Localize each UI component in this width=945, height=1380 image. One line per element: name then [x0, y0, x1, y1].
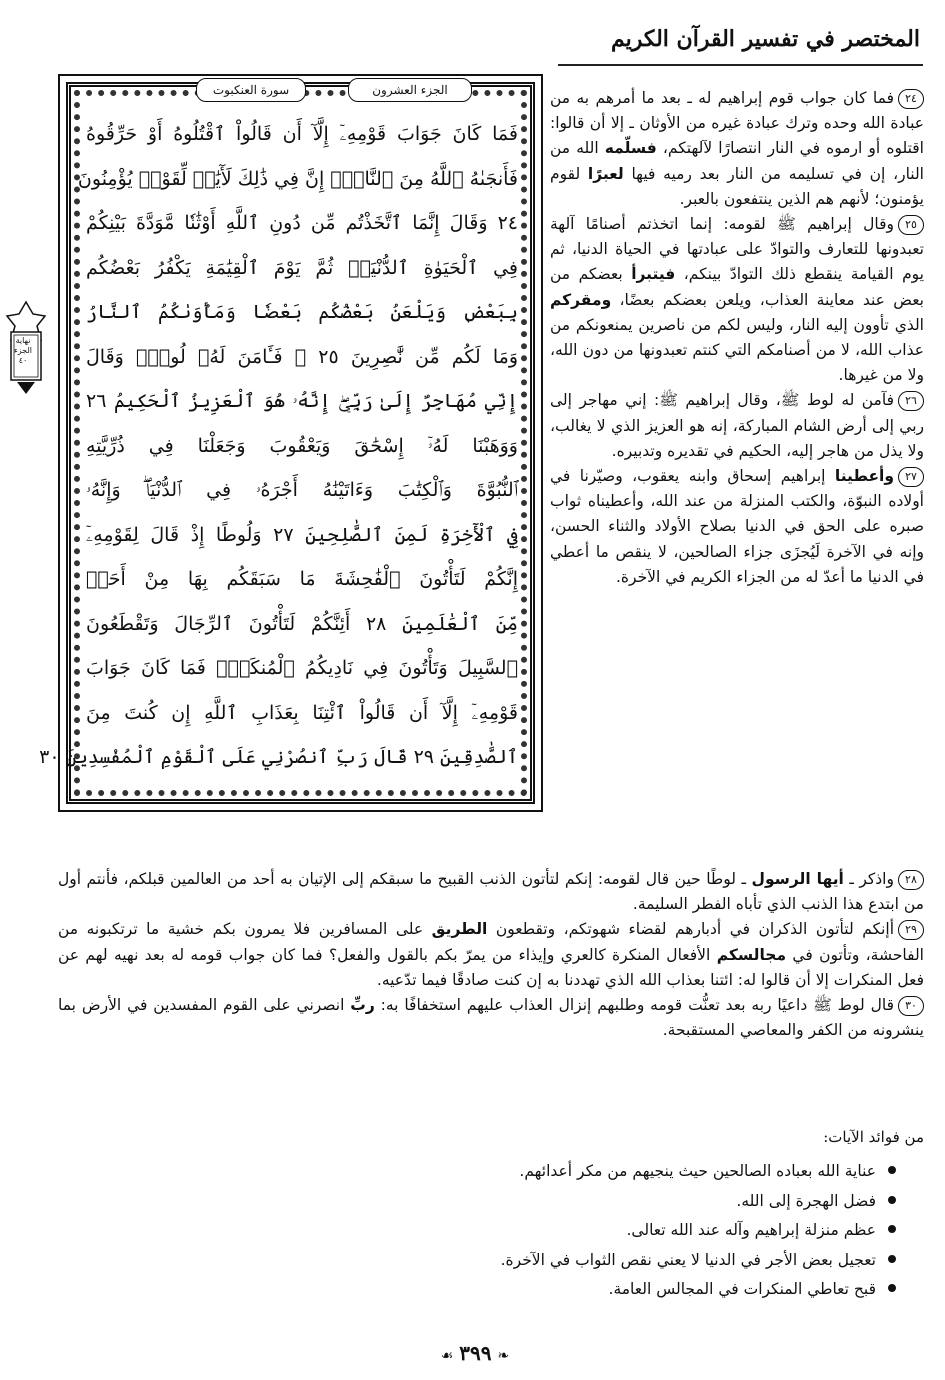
tafsir-text: وقال إبراهيم ﷺ لقومه: إنما اتخذتم أصنامًا آلهة تعبدونها للتعارف والتوادّ على عبادتها في الحياة الدنيا، ثم يوم القيامة ينقطع ذلك التوادّ بينكم،: [550, 215, 924, 284]
benefit-item: [380, 1187, 900, 1217]
quran-line: مِّنَ ٱلْعَٰلَمِينَ ٢٨ أَئِنَّكُمْ لَتَأْتُونَ ٱلرِّجَالَ وَتَقْطَعُونَ: [86, 612, 518, 635]
tafsir-text: على المسافرين فلا يمرون بكم خشية ما ترتكبونه من الفاحشة، وتأتون في: [58, 920, 924, 964]
juz-label: الجزء العشرون: [348, 78, 472, 102]
quran-line: إِنَّكُمْ لَتَأْتُونَ ٱلْفَٰحِشَةَ مَا سَبَقَكُم بِهَا مِنْ أَحَدٖ: [86, 568, 518, 590]
tafsir-paragraph: [58, 993, 924, 1043]
ornament-icon: ☙: [440, 1348, 454, 1364]
verse-number-badge: ٢٦: [898, 391, 924, 411]
quran-line: ٱلسَّبِيلَ وَتَأْتُونَ فِي نَادِيكُمُ ٱلْمُنكَرَۖ فَمَا كَانَ جَوَابَ: [86, 657, 518, 679]
verse-number-badge: ٢٤: [898, 89, 924, 109]
tafsir-text: الله من النار، إن في تسليمه من النار بعد رميه فيها: [550, 139, 924, 183]
surah-label: سورة العنكبوت: [196, 78, 306, 102]
tafsir-text: قال لوط ﷺ داعيًا ربه بعد تعنُّت قومه وطلبهم إنزال العذاب عليهم استخفافًا به:: [374, 996, 894, 1015]
tafsir-keyword: ومقركم: [550, 290, 612, 309]
benefit-item: [380, 1275, 900, 1305]
verse-number-badge: ٢٨: [898, 870, 924, 890]
quran-line: فَمَا كَانَ جَوَابَ قَوْمِهِۦٓ إِلَّآ أَن قَالُواْ ٱقْتُلُوهُ أَوْ حَرِّقُوهُ: [86, 123, 518, 145]
benefits-list: [380, 1157, 900, 1305]
benefit-text: تعجيل بعض الأجر في الدنيا لا يعني نقص الثواب في الآخرة.: [500, 1250, 876, 1269]
tafsir-text: بعضكم من بعض عند معاينة العذاب، ويلعن بعضكم بعضًا،: [550, 265, 924, 309]
tafsir-paragraph: [550, 388, 924, 464]
tafsir-text: الأفعال المنكرة كالعري وإيذاء من يمرّ بكم بالقول والفعل؟ فما كان جواب قومه له بعد نهيه لهم عن فعل المنكرات إلا أن قالوا له: ائتنا بعذاب الله الذي تهددنا به إن كنت صادقًا فيما تدّعيه.: [58, 945, 924, 989]
tafsir-text: فآمن له لوط ﷺ، وقال إبراهيم ﷺ: إني مهاجر إلى ربي إلى أرض الشام المباركة، إنه هو العزيز الذي لا يغالب، ولا يذل من هاجر إليه، الحكيم في تقديره وتدبيره.: [550, 391, 924, 460]
tafsir-text: لقوم يؤمنون؛ لأنهم هم الذين ينتفعون بالعبر.: [550, 164, 924, 208]
benefits-title: من فوائد الآيات:: [823, 1128, 924, 1146]
quran-line: إِنِّي مُهَاجِرٌ إِلَىٰ رَبِّيٓۖ إِنَّهُۥ هُوَ ٱلْعَزِيزُ ٱلْحَكِيمُ ٢٦: [86, 390, 518, 412]
tafsir-paragraph: [550, 212, 924, 388]
tafsir-keyword: مجالسكم: [716, 945, 787, 964]
verse-number-badge: ٢٥: [898, 215, 924, 235]
tafsir-keyword: أيها الرسول: [751, 870, 844, 888]
tafsir-text: انصرني على القوم المفسدين في الأرض بما ينشرونه من الكفر والمعاصي المستقبحة.: [58, 996, 924, 1040]
book-title: المختصر في تفسير القرآن الكريم: [611, 26, 920, 52]
quran-line: قَوْمِهِۦٓ إِلَّآ أَن قَالُواْ ٱئْتِنَا بِعَذَابِ ٱللَّهِ إِن كُنتَ مِنَ: [86, 701, 518, 724]
page-number: [400, 1338, 550, 1368]
quran-line: وَوَهَبْنَا لَهُۥٓ إِسْحَٰقَ وَيَعْقُوبَ وَجَعَلْنَا فِي ذُرِّيَّتِهِ: [86, 434, 518, 457]
bullet-icon: [888, 1284, 896, 1292]
bullet-icon: [888, 1166, 896, 1174]
bullet-icon: [888, 1255, 896, 1263]
tafsir-text: الذي تأوون إليه النار، وليس لكم من ناصرين يمنعونكم من عذاب الله، لا من أصنامكم التي كنتم تعبدونها من دون الله، ولا من غيرها.: [550, 315, 924, 385]
quran-line: ٱلنُّبُوَّةَ وَٱلْكِتَٰبَ وَءَاتَيْنَٰهُ أَجْرَهُۥ فِي ٱلدُّنْيَاۖ وَإِنَّهُۥ: [86, 479, 518, 501]
tafsir-text: إبراهيم إسحاق وابنه يعقوب، وصيّرنا في أولاده النبوّة، والكتب المنزلة من عند الله، وأعطيناه ثواب صبره على الحق في الدنيا بصلاح الأولاد والثناء الحسن، وإنه في الآخرة لَيُجزَى جزاء الصالحين، لا ينقص ما أعطي في الدنيا ما أعدّ له من الجزاء الكريم في الآخرة.: [550, 467, 924, 586]
benefit-text: فضل الهجرة إلى الله.: [736, 1191, 876, 1210]
benefit-item: [380, 1157, 900, 1187]
quran-line: فِي ٱلْحَيَوٰةِ ٱلدُّنْيَاۖ ثُمَّ يَوْمَ ٱلْقِيَٰمَةِ يَكْفُرُ بَعْضُكُم: [86, 256, 518, 279]
tafsir-paragraph: [550, 86, 924, 212]
hizb-label: نهاية الجزء ٤٠: [14, 336, 32, 365]
tafsir-text: واذكر ـ: [843, 870, 894, 888]
quran-line: فِي ٱلْأٓخِرَةِ لَمِنَ ٱلصَّٰلِحِينَ ٢٧ وَلُوطًا إِذْ قَالَ لِقَوْمِهِۦٓ: [86, 523, 518, 546]
tafsir-text: أإنكم لتأتون الذكران في أدبارهم لقضاء شهوتكم، وتقطعون: [487, 920, 894, 939]
quran-line: بِبَعْضٖ وَيَلْعَنُ بَعْضُكُم بَعْضٗا وَمَأْوَىٰكُمُ ٱلنَّارُ: [86, 301, 518, 323]
header-rule: [558, 64, 923, 66]
tafsir-keyword: لعبرًا: [587, 164, 624, 183]
tafsir-text: فما كان جواب قوم إبراهيم له ـ بعد ما أمرهم به من عبادة الله وحده وترك عبادة غيره من الأوثان ـ إلا أن قالوا: اقتلوه أو ارموه في النار انتصارًا لآلهتكم،: [550, 89, 924, 158]
tafsir-keyword: ربِّ: [350, 996, 375, 1015]
benefit-item: [380, 1246, 900, 1276]
quran-line: ٢٤ وَقَالَ إِنَّمَا ٱتَّخَذْتُم مِّن دُونِ ٱللَّهِ أَوْثَٰنٗا مَّوَدَّةَ بَيْنِكُمْ: [86, 212, 518, 234]
verse-number-badge: ٢٩: [898, 920, 924, 940]
tafsir-keyword: فسلّمه: [604, 139, 657, 158]
quran-line: وَمَا لَكُم مِّن نَّٰصِرِينَ ٢٥ ۞ فَـَٔامَنَ لَهُۥ لُوطٞۘ وَقَالَ: [86, 345, 518, 368]
tafsir-keyword: الطريق: [431, 920, 488, 939]
quran-line: فَأَنجَىٰهُ ٱللَّهُ مِنَ ٱلنَّارِۚ إِنَّ فِي ذَٰلِكَ لَأٓيَٰتٖ لِّقَوْمٖ يُؤْمِنُونَ: [77, 167, 518, 190]
tafsir-keyword: فيتبرأ: [631, 265, 676, 284]
verse-number-badge: ٢٧: [898, 467, 924, 487]
verse-number-badge: ٣٠: [898, 996, 924, 1016]
benefit-item: [380, 1216, 900, 1246]
benefit-text: عناية الله بعباده الصالحين حيث ينجيهم من مكر أعدائهم.: [519, 1162, 876, 1180]
quran-text: [39, 112, 518, 780]
bullet-icon: [888, 1225, 896, 1233]
tafsir-keyword: وأعطينا: [834, 467, 894, 486]
tafsir-paragraph: [550, 464, 924, 590]
ornament-icon: ❧: [497, 1348, 510, 1364]
benefit-text: قبح تعاطي المنكرات في المجالس العامة.: [608, 1280, 876, 1298]
bullet-icon: [888, 1196, 896, 1204]
tafsir-paragraph: [58, 917, 924, 993]
tafsir-full-width: [58, 867, 924, 1043]
quran-line: ٱلصَّٰدِقِينَ ٢٩ قَالَ رَبِّ ٱنصُرْنِي عَلَى ٱلْقَوْمِ ٱلْمُفْسِدِينَ ٣٠: [39, 746, 518, 768]
tafsir-text: ـ لوطًا حين قال لقومه: إنكم لتأتون الذنب القبيح ما سبقكم إلى الإتيان به أحد من العالمين قبلكم، فأنتم أول من ابتدع هذا الذنب الذي تأباه الفطر السليمة.: [58, 870, 924, 914]
benefit-text: عظم منزلة إبراهيم وآله عند الله تعالى.: [626, 1221, 876, 1239]
tafsir-right-column: [550, 86, 924, 590]
tafsir-paragraph: [58, 867, 924, 917]
page-number-value: ٣٩٩: [459, 1341, 492, 1365]
